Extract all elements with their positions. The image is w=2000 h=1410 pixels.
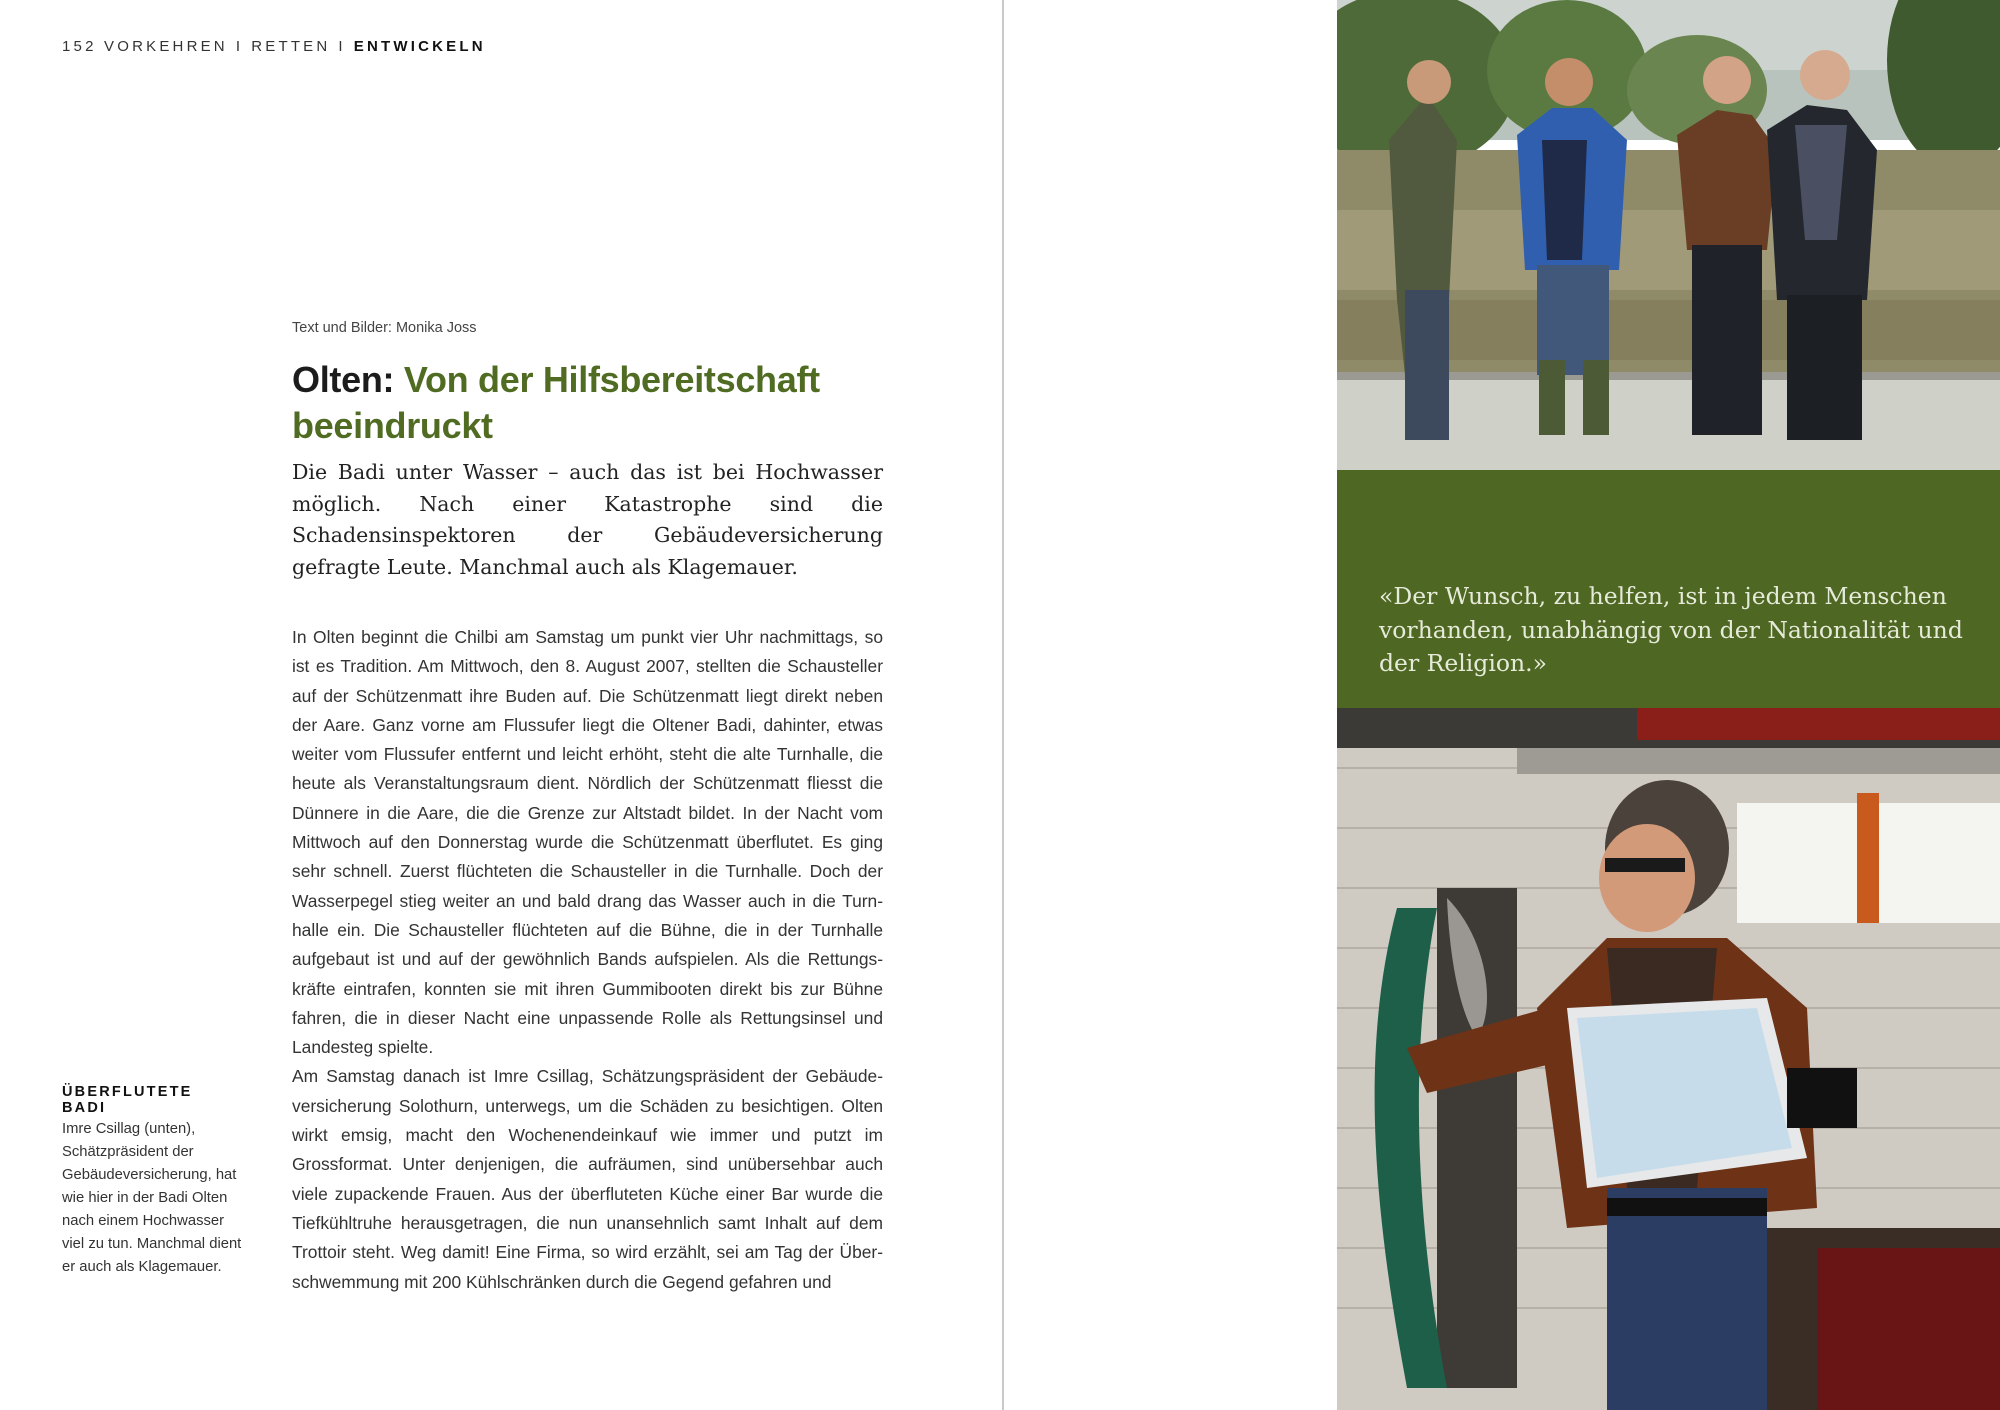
headline-place: Olten: [292, 359, 395, 400]
separator: I [235, 38, 244, 55]
photo-inspector-with-documents [1337, 708, 2000, 1410]
section-entwickeln: ENTWICKELN [353, 38, 486, 55]
separator: I [338, 38, 346, 55]
caption-text: Imre Csillag (unten), Schätzpräsident der Gebäudeversicherung, hat wie hier in der Badi Olten nach einem Hochwasser viel zu tun. Manchmal dient er auch als Klagemauer. [62, 1121, 242, 1275]
page-number: 152 [62, 38, 97, 55]
article-headline [292, 357, 912, 449]
running-head [62, 38, 486, 55]
pull-quote-box [1337, 470, 2000, 708]
headline-line-1: Von der Hilfsbereitschaft [403, 359, 820, 400]
article-lead: Die Badi unter Wasser – auch das ist bei Hochwasser möglich. Nach einer Katastrophe sind die Schadensinspektoren der Gebäudeversicherung gefragte Leute. Manchmal auch als Klagemauer. [292, 460, 883, 579]
photo-caption [62, 1084, 242, 1279]
headline-line-2: beeindruckt [292, 405, 493, 446]
photo-men-at-flooded-pool [1337, 0, 2000, 470]
body-paragraph-2: Am Samstag danach ist Imre Csillag, Schätzungspräsident der Gebäudeversicherung Solothurn, unterwegs, um die Schäden zu besichtigen. Olten wirkt emsig, macht den Wochenendeinkauf wie immer und putzt im Grossformat. Unter denjenigen, die aufräumen, sind unübersehbar auch viele zupackende Frauen. Aus der überfluteten Küche einer Bar wurde die Tiefkühltruhe herausgetragen, die nun unansehnlich samt Inhalt auf dem Trottoir steht. Weg damit! Eine Firma, so wird erzählt, sei am Tag der Überschwemmung mit 200 Kühlschränken durch die Gegend gefahren und [292, 1066, 883, 1292]
article-body [292, 623, 883, 1297]
right-page [1004, 0, 2000, 1410]
section-retten: RETTEN [251, 38, 331, 55]
pull-quote: «Der Wunsch, zu helfen, ist in jedem Menschen vorhanden, unabhängig von der Nationalität und der Religion.» [1379, 582, 1963, 677]
caption-title: ÜBERFLUTETE BADI [62, 1084, 193, 1116]
byline: Text und Bilder: Monika Joss [292, 320, 477, 336]
section-vorkehren: VORKEHREN [104, 38, 228, 55]
body-paragraph-1: In Olten beginnt die Chilbi am Samstag um punkt vier Uhr nachmittags, so ist es Tradition. Am Mittwoch, den 8. August 2007, stellten die Schausteller auf der Schützenmatt ihre Buden auf. Die Schützenmatt liegt direkt neben der Aare. Ganz vorne am Flussufer liegt die Oltener Badi, dahinter, etwas weiter vom Flussufer entfernt und leicht erhöht, steht die alte Turnhalle, die heute als Veranstaltungsraum dient. Nördlich der Schützenmatt fliesst die Dünnere in die Aare, die die Grenze zur Altstadt bildet. In der Nacht vom Mittwoch auf den Donnerstag wurde die Schützenmatt überflutet. Es ging sehr schnell. Zuerst flüchteten die Schausteller in die Turnhalle. Doch der Wasserpegel stieg weiter an und bald drang das Wasser auch in die Turnhalle ein. Die Schausteller flüchteten auf die Bühne, die in der Turnhalle aufgebaut ist und auf der gewöhnlich Bands aufspielen. Als die Rettungskräfte eintrafen, konnten sie mit ihren Gummibooten direkt bis zur Bühne fahren, die in dieser Nacht eine unpassende Rolle als Rettungsinsel und Landesteg spielte. [292, 627, 883, 1058]
